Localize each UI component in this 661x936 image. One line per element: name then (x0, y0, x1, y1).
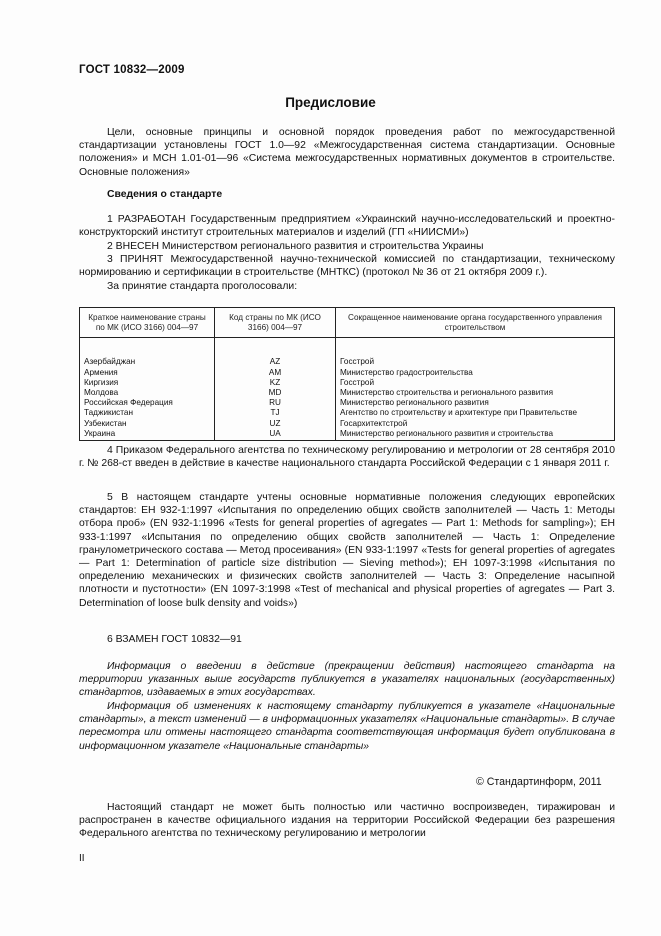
vote-line: За принятие стандарта проголосовали: (107, 281, 298, 292)
agency-cell: Министерство строительства и регионального развития (336, 388, 615, 398)
reproduction-notice: Настоящий стандарт не может быть полностью или частично воспроизведен, тиражирован и распространен в качестве официального издания на территории Российской Федерации без разрешения Федерального агентства по техническому регулированию и метрологии (79, 802, 615, 840)
document-header: ГОСТ 10832—2009 (79, 64, 185, 76)
info-introduction-paragraph: Информация о введении в действие (прекращении действия) настоящего стандарта на территории указанных выше государств публикуется в указателях национальных (государственных) стандартов, издаваемых в этих государствах. (79, 661, 615, 699)
agency-cell: Агентство по строительству и архитектуре при Правительстве (336, 408, 615, 418)
country-cell: Таджикистан (80, 408, 215, 418)
section-heading: Сведения о стандарте (107, 189, 223, 200)
agency-cell: Министерство регионального развития (336, 398, 615, 408)
code-cell: RU (215, 398, 336, 408)
item-5-paragraph: 5 В настоящем стандарте учтены основные нормативные положения следующих европейских стандартов: ЕН 932-1:1997 «Испытания по определению общих свойств заполнителей — Часть 1: Методы отбора проб» (EN 932-1:1996 «Tests for general properties of agregates — Part 1: Methods for sampling»); ЕН 933-1:1997 «Испытания по определению общих свойств заполнителей — Часть 1: Определение гранулометрического состава — Метод просеивания» (EN 933-1:1997 «Tests for general properties of agregates — Part 1: Determination of particle size distribution — Sieving method»); ЕН 1097-3:1998 «Испытания по определению механических и физических свойств заполнителей — Часть 3: Определение насыпной плотности и пустотности» (EN 1097-3:1998 «Test of mechanical and physical properties of agregates — Part 3. Determination of loose bulk density and voids») (79, 492, 615, 609)
item-4-paragraph: 4 Приказом Федерального агентства по техническому регулированию и метрологии от 28 сентября 2010 г. № 268-ст введен в действие в качестве национального стандарта Российской Федерации с 1 января 2011 г. (79, 445, 615, 470)
item-6-paragraph: 6 ВЗАМЕН ГОСТ 10832—91 (107, 634, 242, 645)
code-cell: UZ (215, 419, 336, 429)
code-cell: UA (215, 429, 336, 441)
country-cell: Узбекистан (80, 419, 215, 429)
code-cell: TJ (215, 408, 336, 418)
table-row (80, 368, 615, 378)
intro-paragraph: Цели, основные принципы и основной порядок проведения работ по межгосударственной стандартизации установлены ГОСТ 1.0—92 «Межгосударственная система стандартизации. Основные положения» и МСН 1.01-01—96 «Система межгосударственных нормативных документов в строительстве. Основные положения» (79, 127, 615, 178)
country-cell: Российская Федерация (80, 398, 215, 408)
agency-cell: Госархитектстрой (336, 419, 615, 429)
table-row (80, 429, 615, 441)
code-cell: MD (215, 388, 336, 398)
table-header-agency: Сокращенное наименование органа государственного управления строительством (336, 308, 615, 338)
table-header-row (80, 308, 615, 338)
table-row (80, 388, 615, 398)
code-cell: AZ (215, 338, 336, 368)
agency-cell: Министерство градостроительства (336, 368, 615, 378)
table-header-country: Краткое наименование страны по МК (ИСО 3166) 004—97 (80, 308, 215, 338)
copyright-notice: © Стандартинформ, 2011 (476, 776, 602, 788)
member-states-table (79, 307, 615, 441)
code-cell: AM (215, 368, 336, 378)
info-changes-paragraph: Информация об изменениях к настоящему стандарту публикуется в указателе «Национальные стандарты», а текст изменений — в информационных указателях «Национальные стандарты». В случае пересмотра или отмены настоящего стандарта соответствующая информация будет опубликована в информационном указателе «Национальные стандарты» (79, 701, 615, 752)
table-row (80, 338, 615, 368)
agency-cell: Госстрой (336, 378, 615, 388)
country-cell: Киргизия (80, 378, 215, 388)
country-cell: Азербайджан (80, 338, 215, 368)
item-3-paragraph: 3 ПРИНЯТ Межгосударственной научно-технической комиссией по стандартизации, техническому нормированию и сертификации в строительстве (МНТКС) (протокол № 36 от 21 октября 2009 г.). (79, 254, 615, 279)
page-number: II (79, 853, 85, 864)
table-row (80, 408, 615, 418)
item-1-paragraph: 1 РАЗРАБОТАН Государственным предприятием «Украинский научно-исследовательский и проектно-конструкторский институт строительных материалов и изделий (ГП «НИИСМИ») (79, 214, 615, 239)
table-row (80, 398, 615, 408)
country-cell: Молдова (80, 388, 215, 398)
table-header-code: Код страны по МК (ИСО 3166) 004—97 (215, 308, 336, 338)
country-cell: Украина (80, 429, 215, 441)
table-row (80, 419, 615, 429)
item-2-paragraph: 2 ВНЕСЕН Министерством регионального развития и строительства Украины (107, 241, 484, 252)
agency-cell: Министерство регионального развития и строительства (336, 429, 615, 441)
code-cell: KZ (215, 378, 336, 388)
agency-cell: Госстрой (336, 338, 615, 368)
table-row (80, 378, 615, 388)
country-cell: Армения (80, 368, 215, 378)
page-title: Предисловие (285, 95, 376, 110)
